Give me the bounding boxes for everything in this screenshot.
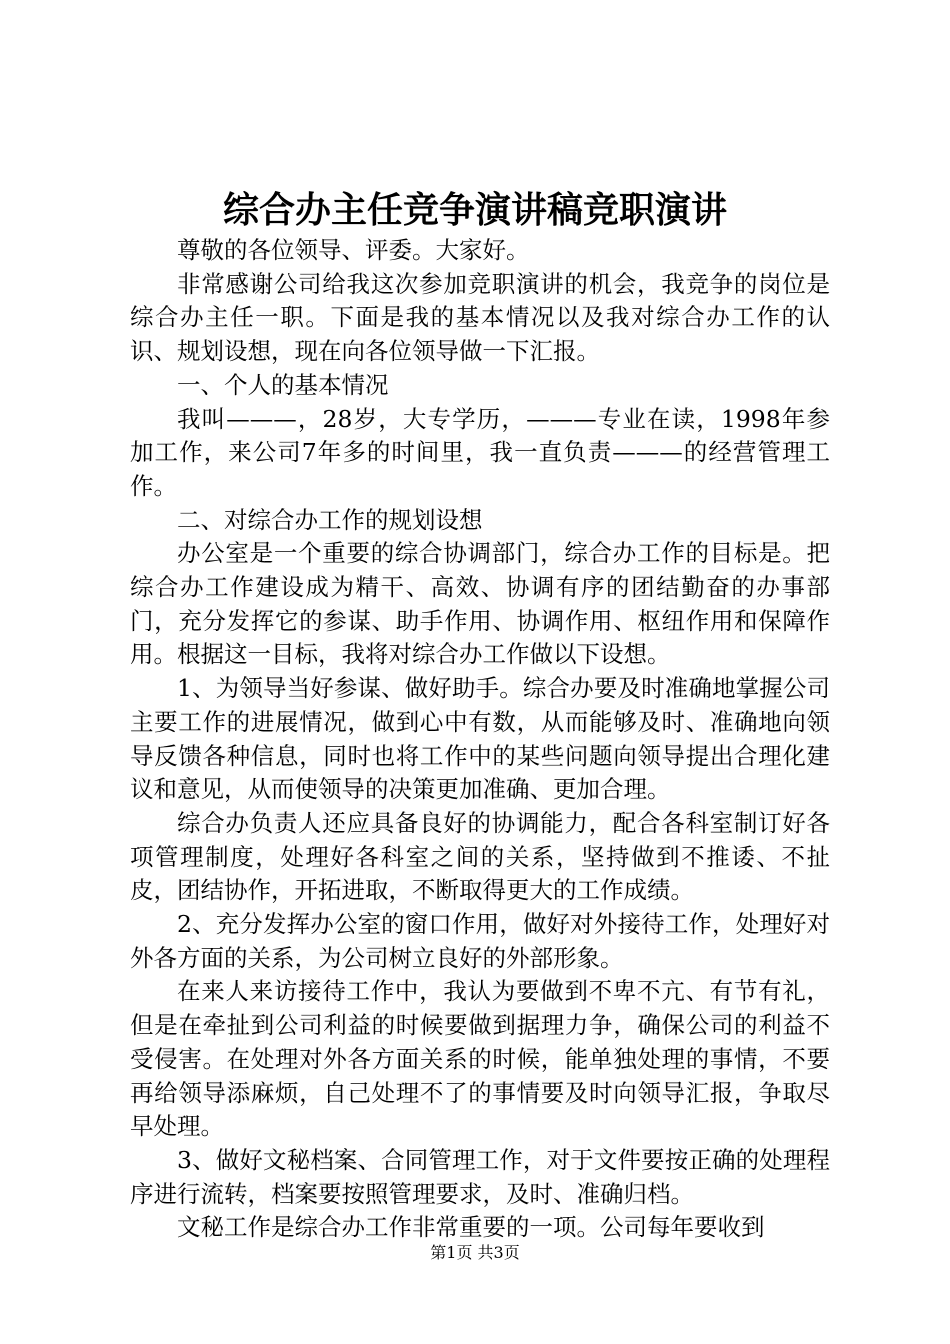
section-heading-personal: 一、个人的基本情况 bbox=[177, 370, 389, 399]
paragraph-greeting: 尊敬的各位领导、评委。大家好。 bbox=[177, 236, 530, 264]
paragraph-item-3: 3、做好文秘档案、合同管理工作，对于文件要按正确的处理程序进行流转，档案要按照管理要求，及时、准确归档。 bbox=[130, 1145, 830, 1208]
paragraph-intro: 非常感谢公司给我这次参加竞职演讲的机会，我竞争的岗位是综合办主任一职。下面是我的基本情况以及我对综合办工作的认识、规划设想，现在向各位领导做一下汇报。 bbox=[130, 269, 830, 366]
document-title: 综合办主任竞争演讲稿竞职演讲 bbox=[222, 189, 727, 231]
document-body bbox=[130, 234, 830, 1245]
paragraph-item-1: 1、为领导当好参谋、做好助手。综合办要及时准确地掌握公司主要工作的进展情况，做到心中有数，从而能够及时、准确地向领导反馈各种信息，同时也将工作中的某些问题向领导提出合理化建议和意见，从而使领导的决策更加准确、更加合理。 bbox=[130, 674, 830, 804]
paragraph-office-goal: 办公室是一个重要的综合协调部门，综合办工作的目标是。把综合办工作建设成为精干、高效、协调有序的团结勤奋的办事部门，充分发挥它的参谋、助手作用、协调作用、枢纽作用和保障作用。根据这一目标，我将对综合办工作做以下设想。 bbox=[130, 539, 830, 669]
paragraph-personal: 我叫———，28岁，大专学历，———专业在读，1998年参加工作，来公司7年多的时间里，我一直负责———的经营管理工作。 bbox=[130, 404, 830, 500]
paragraph-reception: 在来人来访接待工作中，我认为要做到不卑不亢、有节有礼，但是在牵扯到公司利益的时候要做到据理力争，确保公司的利益不受侵害。在处理对外各方面关系的时候，能单独处理的事情，不要再给领导添麻烦，自己处理不了的事情要及时向领导汇报，争取尽早处理。 bbox=[130, 977, 830, 1141]
paragraph-coordination: 综合办负责人还应具备良好的协调能力，配合各科室制订好各项管理制度，处理好各科室之间的关系，坚持做到不推诿、不扯皮，团结协作，开拓进取，不断取得更大的工作成绩。 bbox=[130, 808, 830, 905]
paragraph-secretarial: 文秘工作是综合办工作非常重要的一项。公司每年要收到 bbox=[177, 1213, 765, 1242]
paragraph-item-2: 2、充分发挥办公室的窗口作用，做好对外接待工作，处理好对外各方面的关系，为公司树立良好的外部形象。 bbox=[130, 910, 830, 972]
page-footer: 第1页 共3页 bbox=[430, 1243, 520, 1262]
section-heading-plan: 二、对综合办工作的规划设想 bbox=[177, 505, 483, 534]
